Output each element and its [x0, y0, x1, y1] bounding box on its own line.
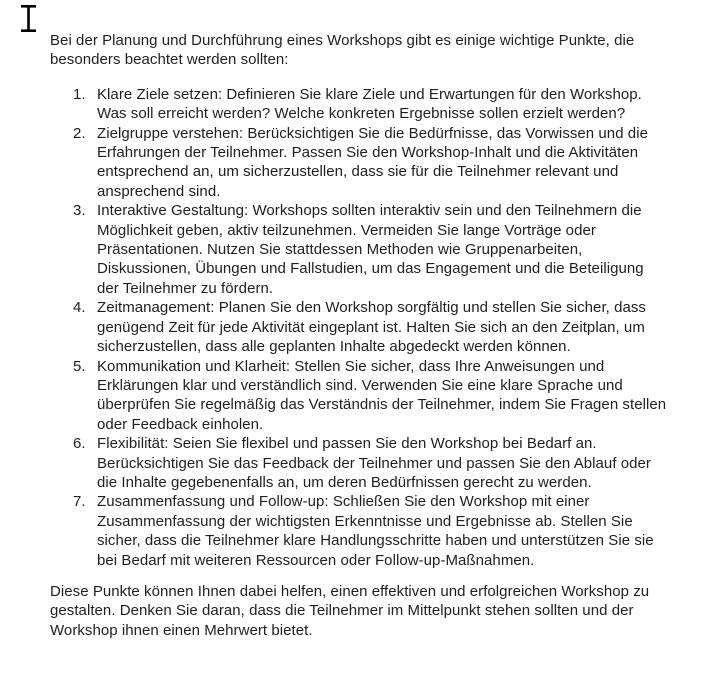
outro-paragraph: Diese Punkte können Ihnen dabei helfen, einen effektiven und erfolgreichen Workshop zu gestalten. Denken Sie daran, dass die Teilnehmer im Mittelpunkt stehen sollten und der Workshop ihnen einen Mehrwert bietet.: [50, 582, 650, 639]
list-item-text: Flexibilität: Seien Sie flexibel und passen Sie den Workshop bei Bedarf an. Berücksichtigen Sie das Feedback der Teilnehmer und passen Sie den Ablauf oder die Inhalte gegebenenfalls an, um deren Bedürfnissen gerecht zu werden.: [97, 435, 651, 491]
list-item: [50, 85, 668, 124]
list-item: [50, 201, 668, 298]
list-item-text: Zusammenfassung und Follow-up: Schließen Sie den Workshop mit einer Zusammenfassung der wichtigsten Erkenntnisse und Ergebnisse ab. Stellen Sie sicher, dass die Teilnehmer klare Handlungsschritte haben und unterstützen Sie sie bei Bedarf mit weiteren Ressourcen oder Follow-up-Maßnahmen.: [97, 493, 654, 569]
intro-paragraph: Bei der Planung und Durchführung eines Workshops gibt es einige wichtige Punkte, die besonders beachtet werden sollten:: [50, 32, 635, 69]
list-item-text: Klare Ziele setzen: Definieren Sie klare Ziele und Erwartungen für den Workshop. Was soll erreicht werden? Welche konkreten Ergebnisse sollen erzielt werden?: [97, 85, 642, 123]
text-content: [50, 31, 668, 640]
list-item-number: 7.: [73, 493, 86, 511]
list-item: [50, 298, 668, 356]
list-item-text: Zeitmanagement: Planen Sie den Workshop sorgfältig und stellen Sie sicher, dass genügend Zeit für jede Aktivität eingeplant ist. Halten Sie sich an den Zeitplan, um sicherzustellen, dass alle geplanten Inhalte abgedeckt werden können.: [97, 299, 646, 356]
list-item-number: 1.: [73, 85, 86, 103]
list-item-text: Interaktive Gestaltung: Workshops sollten interaktiv sein und den Teilnehmern die Möglichkeit geben, aktiv teilzunehmen. Vermeiden Sie lange Vorträge oder Präsentationen. Nutzen Sie stattdessen Methoden wie Gruppenarbeiten, Diskussionen, Übungen und Fallstudien, um das Engagement und die Beteiligung der Teilnehmer zu fördern.: [97, 202, 644, 297]
list-item-text: Kommunikation und Klarheit: Stellen Sie sicher, dass Ihre Anweisungen und Erklärungen klar und verständlich sind. Verwenden Sie eine klare Sprache und überprüfen Sie regelmäßig das Verständnis der Teilnehmer, indem Sie Fragen stellen oder Feedback einholen.: [97, 357, 667, 433]
i-beam-text-cursor-icon: [20, 5, 37, 32]
list-item-text: Zielgruppe verstehen: Berücksichtigen Sie die Bedürfnisse, das Vorwissen und die Erfahrungen der Teilnehmer. Passen Sie den Workshop-Inhalt und die Aktivitäten entsprechend an, um sicherzustellen, dass sie für die Teilnehmer relevant und ansprechend sind.: [97, 124, 648, 200]
list-item-number: 5.: [73, 357, 86, 375]
workshop-points-list: [50, 85, 668, 570]
list-item-number: 6.: [73, 435, 86, 453]
list-item: [50, 434, 668, 492]
list-item: [50, 124, 668, 202]
list-item-number: 2.: [73, 124, 86, 142]
list-item-number: 3.: [73, 202, 86, 220]
list-item: [50, 492, 668, 570]
list-item: [50, 357, 668, 435]
list-item-number: 4.: [73, 299, 86, 317]
